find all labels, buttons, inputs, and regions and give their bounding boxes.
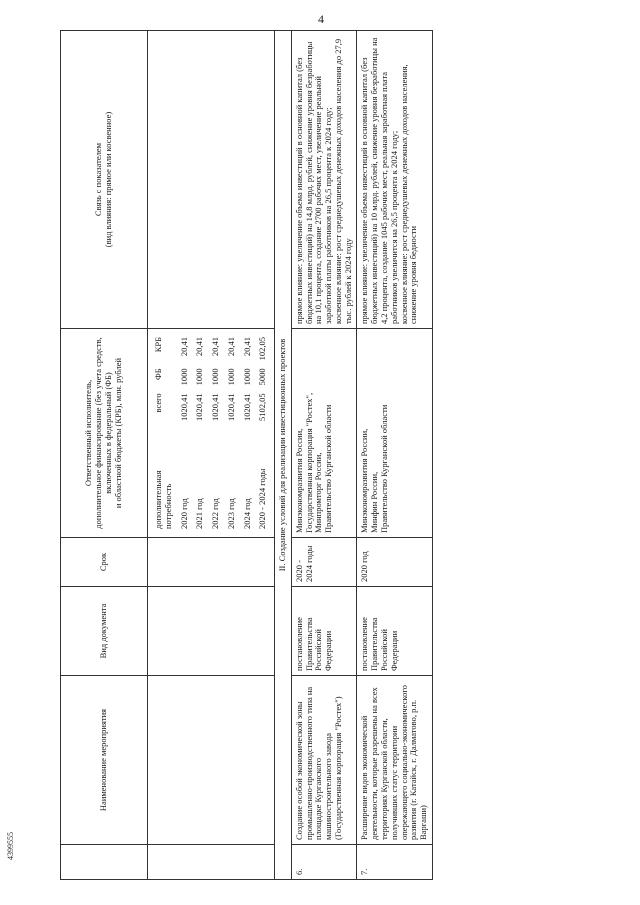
fin-head-fb: ФБ [153, 368, 163, 380]
document-code: 4399555 [6, 832, 15, 860]
fin-head-total: всего [153, 393, 163, 413]
fin-krb: 20,41 [225, 337, 236, 357]
fin-year: 2021 год [194, 498, 205, 529]
row-number: 6. [291, 845, 357, 880]
fin-krb: 20,41 [178, 337, 189, 357]
fin-krb: 20,41 [194, 337, 205, 357]
header-name: Наименование мероприятия [61, 676, 148, 845]
table-header-row [61, 31, 148, 880]
cell-empty [148, 587, 275, 676]
fin-total: 1020,41 [194, 393, 205, 421]
fin-total: 1020,41 [178, 393, 189, 421]
table-row [291, 31, 357, 880]
fin-krb: 20,41 [210, 337, 221, 357]
table-row-financing [148, 31, 275, 880]
fin-year: 2024 год [241, 498, 252, 529]
executors: Минэкономразвития России, Минфин России, Правительство Курганской области [357, 329, 432, 538]
measure-name: Создание особой экономической зоны промышленно-производственного типа на площадке Курганского машиностроительного завода (Государственная корпорация "Ростех") [291, 676, 357, 845]
cell-financing [148, 329, 275, 538]
fin-head-need: дополнительная потребность [153, 470, 173, 529]
fin-total: 5102,05 [257, 393, 268, 421]
header-financing: Ответственный исполнитель, дополнительное финансирование (без учета средств, включенных в федеральный (ФБ) и областной бюджеты (КРБ), млн. рублей [61, 329, 148, 538]
fin-total: 1020,41 [225, 393, 236, 421]
header-term: Срок [61, 538, 148, 587]
fin-year: 2022 год [210, 498, 221, 529]
header-relation: Связь с показателем (вид влияния: прямое или косвенное) [61, 31, 148, 329]
cell-empty [148, 31, 275, 329]
section-title: II. Создание условий для реализации инвестиционных проектов [275, 31, 292, 880]
fin-total: 1020,41 [241, 393, 252, 421]
executors: Минэкономразвития России, Государственная корпорация "Ростех", Минпромторг России, Правительство Курганской области [291, 329, 357, 538]
fin-krb: 20,41 [241, 337, 252, 357]
cell-empty [148, 538, 275, 587]
fin-fb: 1000 [241, 368, 252, 386]
financing-subtable [151, 333, 271, 533]
row-number: 7. [357, 845, 432, 880]
financing-row [224, 333, 240, 533]
fin-head-krb: КРБ [153, 337, 163, 353]
financing-row [208, 333, 224, 533]
fin-year: 2023 год [225, 498, 236, 529]
fin-fb: 1000 [194, 368, 205, 386]
table-row [357, 31, 432, 880]
measure-name: Расширение видов экономической деятельности, которые разрешены на всех территориях Курганской области, получивших статус территории опережающего социально-экономического развития (г. Катайск, г. Далматово, р.п. Варгаши) [357, 676, 432, 845]
fin-fb: 1000 [225, 368, 236, 386]
cell-empty [148, 676, 275, 845]
financing-head [151, 333, 177, 533]
header-doc: Вид документа [61, 587, 148, 676]
financing-row [240, 333, 256, 533]
header-num [61, 845, 148, 880]
document-type: постановление Правительства Российской Федерации [291, 587, 357, 676]
fin-total: 1020,41 [210, 393, 221, 421]
fin-fb: 5000 [257, 368, 268, 386]
term: 2020 - 2024 годы [291, 538, 357, 587]
page-number: 4 [318, 12, 324, 26]
financing-row [177, 333, 193, 533]
fin-year: 2020 - 2024 годы [257, 468, 268, 529]
fin-fb: 1000 [178, 368, 189, 386]
term: 2020 год [357, 538, 432, 587]
section-row [275, 31, 292, 880]
fin-fb: 1000 [210, 368, 221, 386]
fin-krb: 102,05 [257, 337, 268, 361]
measures-table [60, 30, 433, 880]
document-type: постановление Правительства Российской Федерации [357, 587, 432, 676]
fin-year: 2020 год [178, 498, 189, 529]
financing-row [192, 333, 208, 533]
financing-row-total [255, 333, 271, 533]
indicator-relation: прямое влияние: увеличение объема инвестиций в основной капитал (без бюджетных инвестиций) на 14,8 млрд. рублей, снижение уровня безработицы на 10,1 процента, создание 2700 рабочих мест, увеличение реальной заработной платы работников на 26,5 процента к 2024 году; косвенное влияние: рост среднедушевых денежных доходов населения до 27,9 тыс. рублей к 2024 году [291, 31, 357, 329]
rotated-table-sheet [60, 30, 620, 880]
indicator-relation: прямое влияние: увеличение объема инвестиций в основной капитал (без бюджетных инвестиций) на 10 млрд. рублей, снижение уровня безработицы на 4,2 процента, создание 1045 рабочих мест, реальная заработная плата работников увеличится на 26,5 процента к 2024 году; косвенное влияние: рост среднедушевых денежных доходов населения, снижение уровня бедности [357, 31, 432, 329]
cell-empty [148, 845, 275, 880]
